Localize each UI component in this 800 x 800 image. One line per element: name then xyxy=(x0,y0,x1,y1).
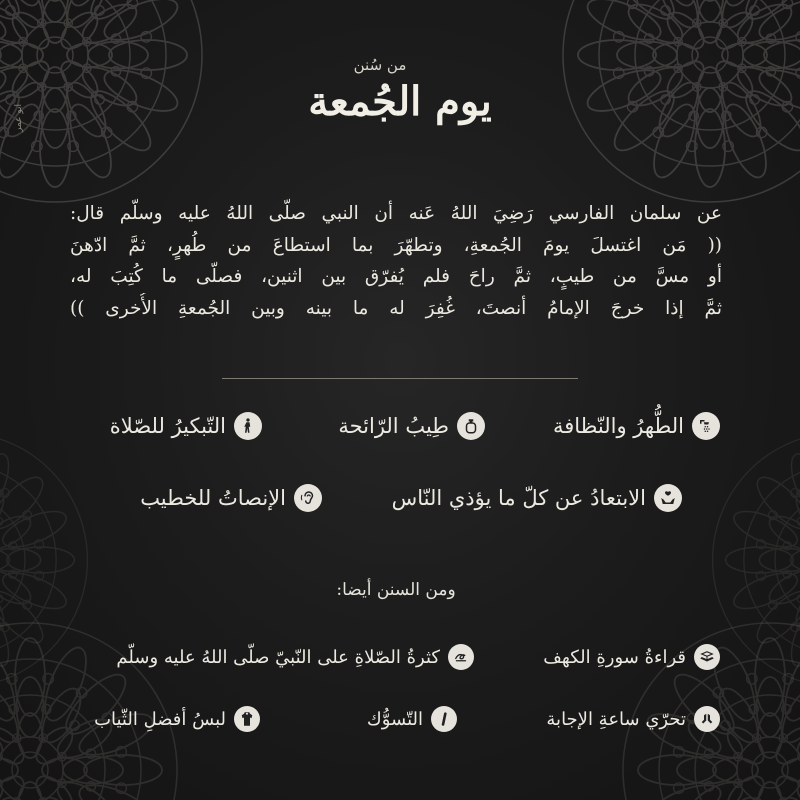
sunnah-item-avoid-harm xyxy=(392,484,682,512)
sunnah-item-label: الابتعادُ عن كلّ ما يؤذي النّاس xyxy=(391,486,646,510)
sunnah-item-early-arrival xyxy=(110,412,262,440)
hadith-line: أو مسَّ من طيبٍ، ثمَّ راحَ فلم يُفرّق بين اثنين، فصلّى ما كُتِبَ له، xyxy=(70,266,722,287)
sunnah-item-listening xyxy=(140,484,322,512)
sunnah-item-kahf xyxy=(543,644,720,670)
muhammad-calligraphy-icon xyxy=(448,644,474,670)
shower-icon xyxy=(692,412,720,440)
sunnah-item-label: التّسوُّك xyxy=(366,708,423,730)
also-heading: ومن السنن أيضا: xyxy=(336,580,456,600)
sunnah-item-label: قراءةُ سورةِ الكهف xyxy=(543,646,686,668)
walking-person-icon xyxy=(234,412,262,440)
garment-icon xyxy=(234,706,260,732)
hadith-line: ثمَّ إذا خرجَ الإمامُ أنصتَ، غُفِرَ له ما بينه وبين الجُمعةِ الأُخرى )) xyxy=(70,297,722,319)
section-divider xyxy=(222,378,578,379)
hadith-line: عن سلمان الفارسي رَضِيَ اللهُ عَنه أن النبي صلّى اللهُ عليه وسلّم قال: xyxy=(70,203,722,224)
hands-heart-icon xyxy=(654,484,682,512)
sunnah-item-label: الطُّهرُ والنّظافة xyxy=(552,414,684,438)
page-subtitle: من سُنن xyxy=(353,56,407,74)
sunnah-item-label: تحرّي ساعةِ الإجابة xyxy=(546,708,686,730)
sunnah-item-salawat xyxy=(116,644,474,670)
watermark-signature: ابو عمر xyxy=(14,103,24,132)
quran-book-icon xyxy=(694,644,720,670)
sunnah-item-best-clothes xyxy=(94,706,260,732)
praying-hands-icon xyxy=(694,706,720,732)
sunnah-item-perfume xyxy=(338,412,485,440)
page-title: يوم الجُمعة xyxy=(308,78,492,125)
hadith-line: (( مَن اغتسلَ يومَ الجُمعةِ، وتطهّرَ بما استطاعَ من طُهرٍ، ثمَّ ادّهنَ xyxy=(70,234,722,256)
sunnah-item-label: لبسُ أفضلِ الثّياب xyxy=(94,708,226,730)
ear-icon xyxy=(294,484,322,512)
sunnah-item-label: التّبكيرُ للصّلاة xyxy=(109,414,226,438)
sunnah-item-hour-of-response xyxy=(546,706,720,732)
sunnah-item-label: طِيبُ الرّائحة xyxy=(338,414,449,438)
sunnah-item-cleanliness xyxy=(553,412,720,440)
miswak-icon xyxy=(431,706,457,732)
sunnah-item-label: كثرةُ الصّلاةِ على النّبيّ صلّى اللهُ عليه وسلّم xyxy=(116,646,440,668)
sunnah-item-label: الإنصاتُ للخطيب xyxy=(140,486,286,510)
sunnah-item-miswak xyxy=(367,706,457,732)
perfume-bottle-icon xyxy=(457,412,485,440)
hadith-text xyxy=(70,198,722,324)
